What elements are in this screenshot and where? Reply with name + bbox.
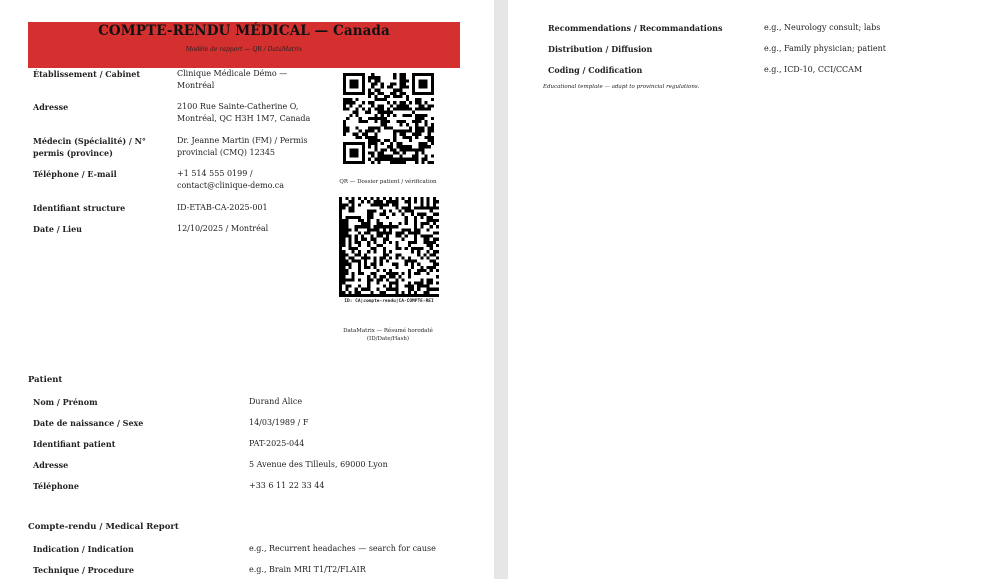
- field-value: e.g., Family physician; patient: [764, 44, 886, 53]
- field-label: Nom / Prénom: [33, 397, 98, 407]
- field-label: Indication / Indication: [33, 544, 134, 554]
- field-value: e.g., ICD-10, CCI/CCAM: [764, 65, 863, 74]
- table-row: [33, 135, 313, 168]
- field-label: Identifiant structure: [33, 203, 126, 213]
- field-value: 14/03/1989 / F: [249, 418, 309, 427]
- field-value: Dr. Jeanne Martin (FM) / Permis provincial (CMQ) 12345: [177, 136, 308, 157]
- document-page-2: [508, 0, 995, 579]
- field-value: ID-ETAB-CA-2025-001: [177, 203, 268, 212]
- table-row: [548, 22, 968, 43]
- table-row: [33, 480, 433, 501]
- report-subtitle: Modèle de rapport — QR / DataMatrix: [185, 46, 303, 53]
- field-label: Date de naissance / Sexe: [33, 418, 144, 428]
- field-label: Téléphone / E-mail: [33, 169, 117, 179]
- datamatrix-caption: DataMatrix — Résumé horodaté (ID/Date/Hash): [343, 328, 433, 343]
- field-value: Durand Alice: [249, 397, 303, 406]
- facility-table: [33, 68, 313, 244]
- qr-caption: QR — Dossier patient / vérification: [339, 179, 437, 185]
- field-label: Adresse: [33, 460, 69, 470]
- field-label: Date / Lieu: [33, 224, 82, 234]
- table-row: [33, 202, 313, 223]
- table-row: [33, 168, 313, 202]
- field-value: e.g., Recurrent headaches — search for cause: [249, 544, 436, 553]
- field-value: 2100 Rue Sainte-Catherine O, Montréal, QC H3H 1M7, Canada: [177, 102, 311, 123]
- datamatrix-text: ID: CA|compte-rendu|CA-COMPTE-REI: [344, 299, 434, 304]
- table-row: [33, 417, 433, 438]
- table-row: [33, 564, 453, 579]
- patient-section-heading: Patient: [28, 375, 63, 385]
- patient-table: [33, 396, 433, 501]
- field-label: Coding / Codification: [548, 65, 643, 75]
- field-label: Téléphone: [33, 481, 79, 491]
- field-value: +1 514 555 0199 / contact@clinique-demo.ca: [177, 169, 285, 190]
- table-row: [548, 43, 968, 64]
- field-value: e.g., Brain MRI T1/T2/FLAIR: [249, 565, 366, 574]
- table-row: [33, 396, 433, 417]
- report-title: COMPTE-RENDU MÉDICAL — Canada: [98, 23, 390, 39]
- table-row: [33, 101, 313, 135]
- report-section-heading: Compte-rendu / Medical Report: [28, 522, 179, 532]
- field-value: 12/10/2025 / Montréal: [177, 224, 269, 233]
- field-value: PAT-2025-044: [249, 439, 305, 448]
- field-value: 5 Avenue des Tilleuls, 69000 Lyon: [249, 460, 388, 469]
- field-value: Clinique Médicale Démo — Montréal: [177, 69, 288, 90]
- field-value: +33 6 11 22 33 44: [249, 481, 325, 490]
- datamatrix-code-icon: [339, 197, 439, 297]
- table-row: [548, 64, 968, 80]
- page-footer-note: Educational template — adapt to provincial regulations.: [543, 84, 700, 90]
- report-table: [33, 543, 453, 579]
- report-continued-table: [548, 22, 968, 80]
- qr-code-icon: [343, 73, 434, 164]
- table-row: [33, 543, 453, 564]
- table-row: [33, 223, 313, 244]
- field-value: e.g., Neurology consult; labs: [764, 23, 881, 32]
- field-label: Recommendations / Recommandations: [548, 23, 723, 33]
- field-label: Identifiant patient: [33, 439, 116, 449]
- field-label: Distribution / Diffusion: [548, 44, 653, 54]
- field-label: Médecin (Spécialité) / N° permis (province): [33, 136, 146, 158]
- table-row: [33, 438, 433, 459]
- table-row: [33, 68, 313, 101]
- field-label: Établissement / Cabinet: [33, 69, 141, 79]
- report-header-banner: [28, 22, 460, 68]
- field-label: Adresse: [33, 102, 69, 112]
- table-row: [33, 459, 433, 480]
- document-page-1: [0, 0, 494, 579]
- field-label: Technique / Procedure: [33, 565, 134, 575]
